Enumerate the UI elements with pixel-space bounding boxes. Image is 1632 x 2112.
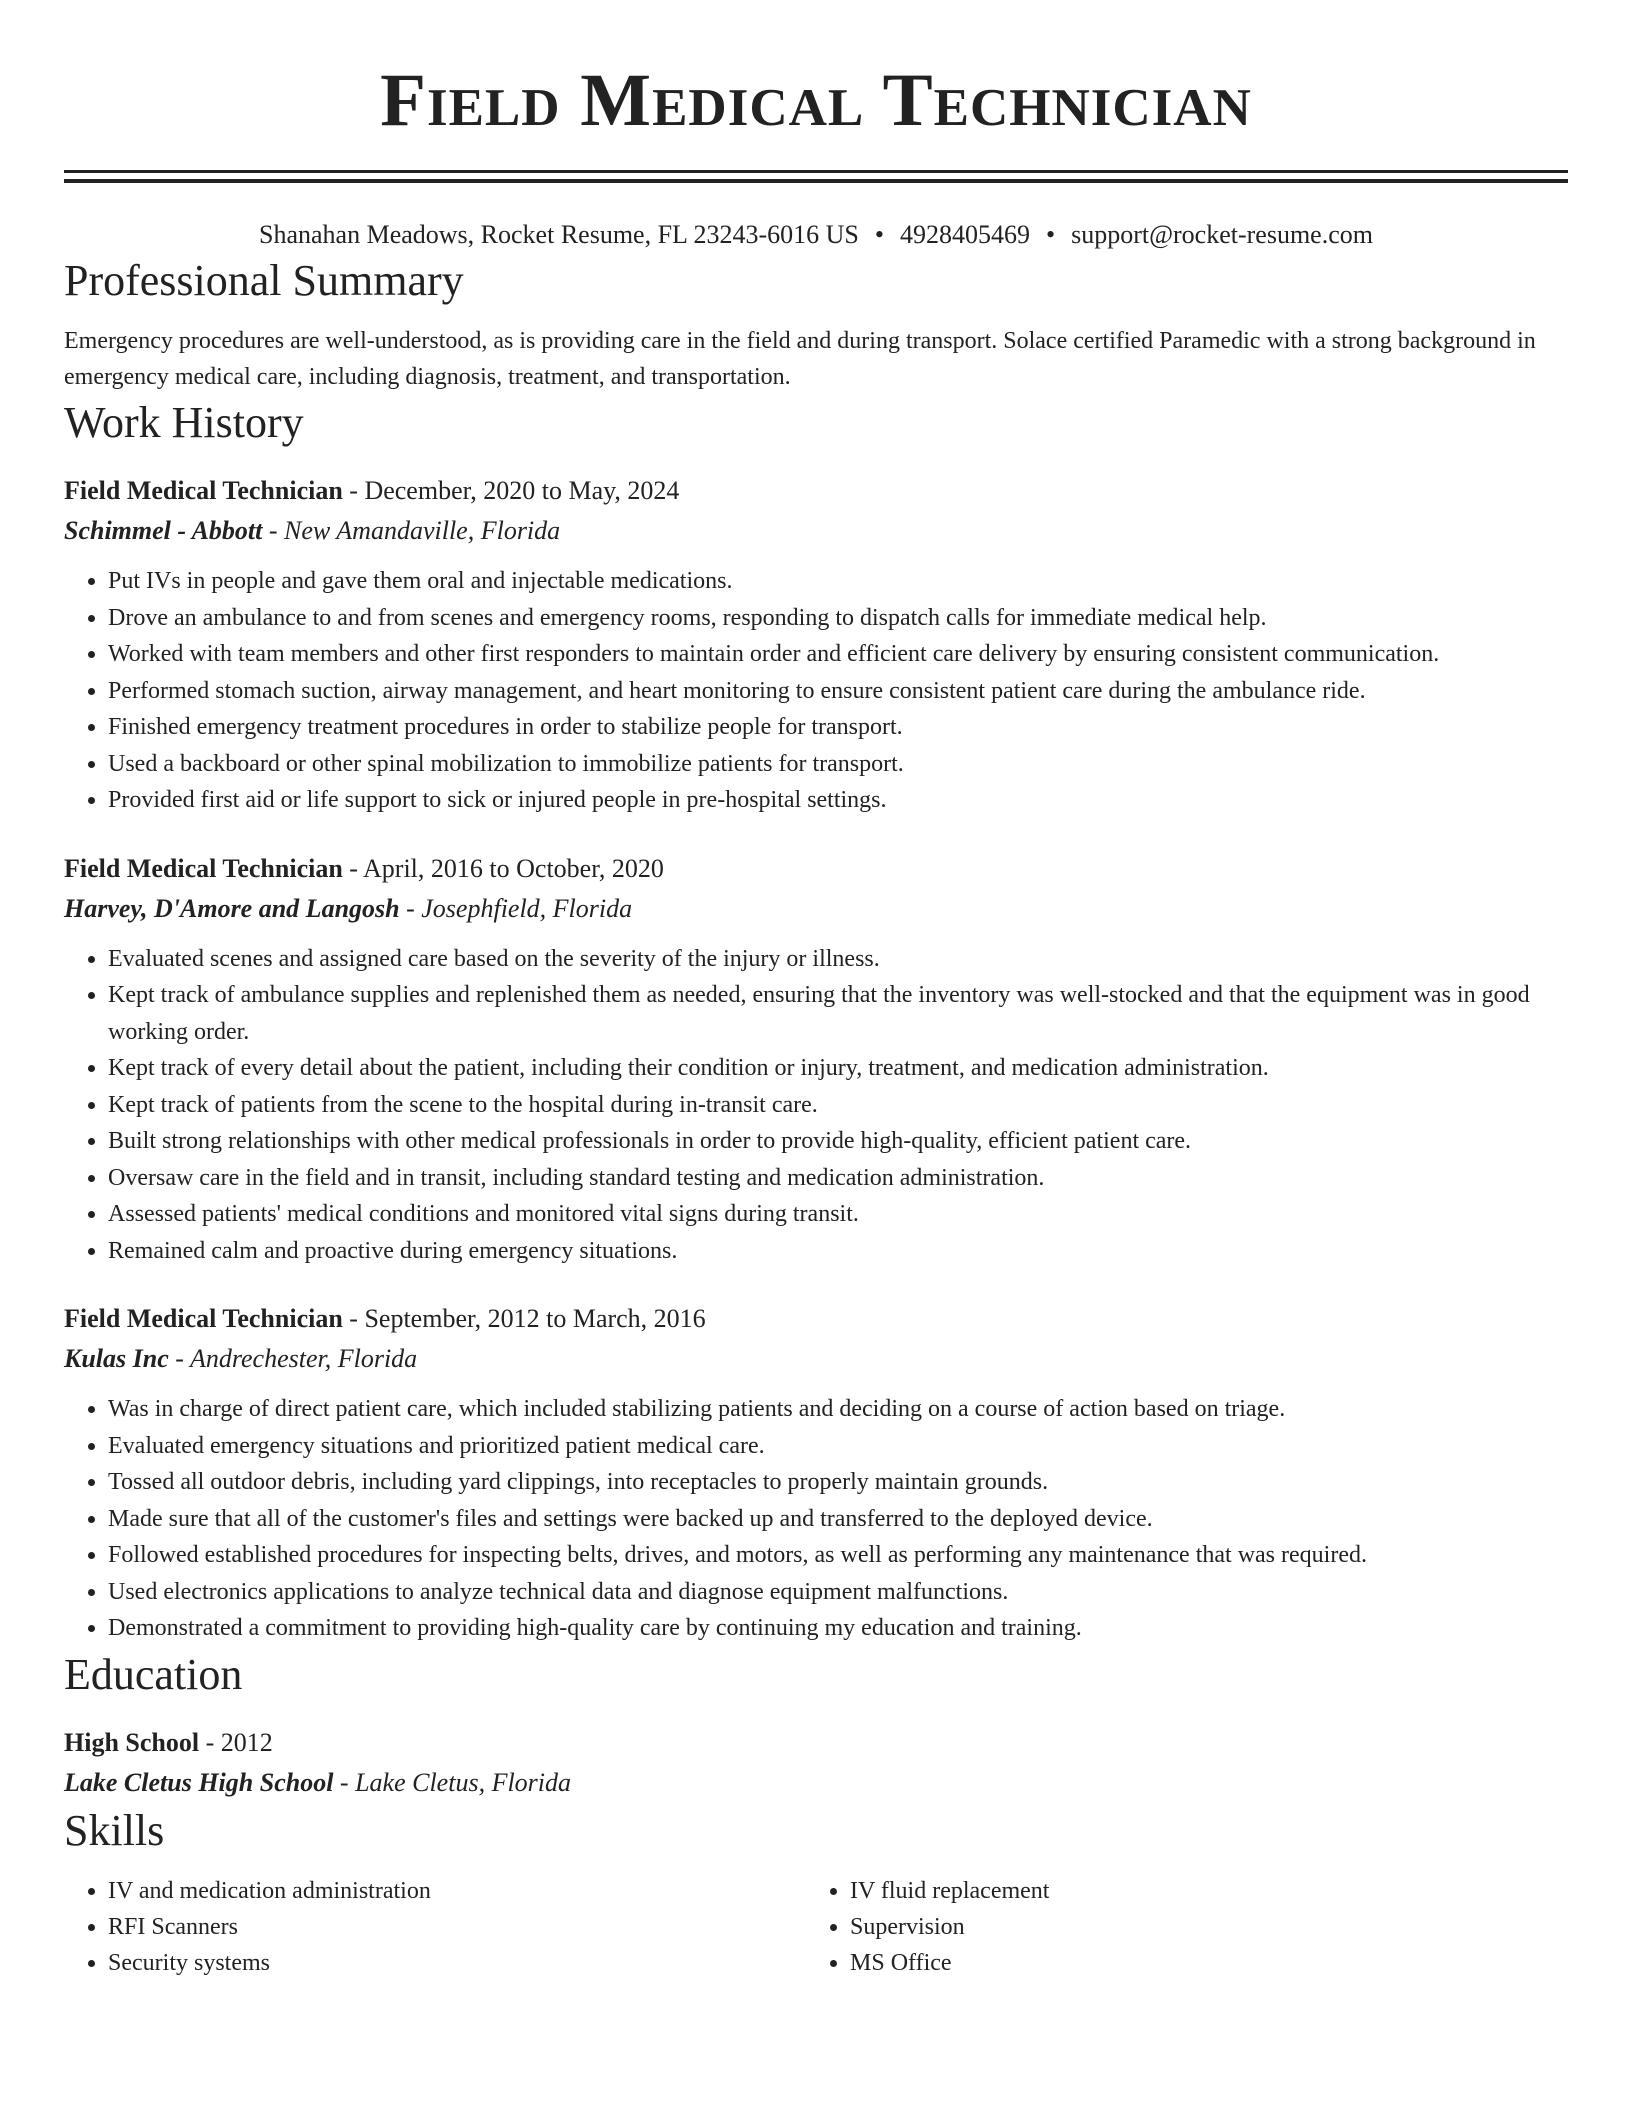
job-duty: • Oversaw care in the field and in transit, including standard testing and medication administration.: [108, 1160, 1568, 1197]
job-duty: • Put IVs in people and gave them oral and injectable medications.: [108, 563, 1568, 600]
job-duty: • Evaluated scenes and assigned care based on the severity of the injury or illness.: [108, 941, 1568, 978]
job-location: - Josephfield, Florida: [406, 893, 633, 923]
work-history-heading: Work History: [64, 398, 304, 447]
job-duty: • Provided first aid or life support to sick or injured people in pre-hospital settings.: [108, 782, 1568, 819]
education-heading: Education: [64, 1649, 243, 1699]
job-duty: • Remained calm and proactive during emergency situations.: [108, 1233, 1568, 1270]
job-title: Field Medical Technician: [64, 476, 343, 505]
job-duty: • Evaluated emergency situations and prioritized patient medical care.: [108, 1428, 1568, 1465]
job-duty: • Followed established procedures for inspecting belts, drives, and motors, as well as performing any maintenance that was required.: [108, 1537, 1568, 1574]
job-duty: • Kept track of patients from the scene to the hospital during in-transit care.: [108, 1087, 1568, 1124]
job-duty: • Kept track of ambulance supplies and replenished them as needed, ensuring that the inventory was well-stocked and that the equipment was in good working order.: [108, 977, 1568, 1050]
skill-item: • Supervision: [850, 1909, 1548, 1945]
job-duty: • Assessed patients' medical conditions and monitored vital signs during transit.: [108, 1196, 1568, 1233]
contact-address: Shanahan Meadows, Rocket Resume, FL 23243-6016 US: [259, 220, 859, 249]
education-degree: High School: [64, 1727, 200, 1757]
skills-heading: Skills: [64, 1805, 165, 1855]
job-title: Field Medical Technician: [64, 1304, 343, 1333]
job-title-line: [64, 849, 1568, 889]
job-duty: • Demonstrated a commitment to providing high-quality care by continuing my education and training.: [108, 1610, 1568, 1647]
skill-item: • Security systems: [108, 1945, 806, 1981]
job-entry: [64, 471, 1568, 819]
job-location: - New Amandaville, Florida: [268, 516, 561, 545]
contact-separator: •: [1045, 220, 1056, 249]
skills-column-left: [64, 1873, 806, 1981]
education-year: - 2012: [205, 1727, 273, 1757]
skill-item: • IV and medication administration: [108, 1873, 806, 1909]
job-location: - Andrechester, Florida: [175, 1344, 418, 1373]
education-location: - Lake Cletus, Florida: [339, 1767, 572, 1797]
resume-title: Field Medical Technician: [380, 59, 1252, 142]
job-dates: - December, 2020 to May, 2024: [349, 476, 680, 505]
education-school-line: [64, 1763, 1568, 1803]
skills-grid: [64, 1873, 1568, 1981]
job-duty: • Worked with team members and other first responders to maintain order and efficient care delivery by ensuring consistent communication.: [108, 636, 1568, 673]
job-entry: [64, 849, 1568, 1270]
job-duties-list: [64, 941, 1568, 1270]
job-title-line: [64, 471, 1568, 511]
job-company: Kulas Inc: [64, 1344, 169, 1373]
contact-line: [64, 217, 1568, 253]
education-degree-line: [64, 1723, 1568, 1763]
job-title-line: [64, 1299, 1568, 1339]
job-company-line: [64, 889, 1568, 929]
job-duty: • Tossed all outdoor debris, including yard clippings, into receptacles to properly maintain grounds.: [108, 1464, 1568, 1501]
contact-phone: 4928405469: [899, 220, 1030, 249]
job-duty: • Made sure that all of the customer's files and settings were backed up and transferred to the deployed device.: [108, 1501, 1568, 1538]
education-entry: [64, 1723, 1568, 1803]
job-dates: - April, 2016 to October, 2020: [349, 853, 664, 883]
job-duty: • Built strong relationships with other medical professionals in order to provide high-quality, efficient patient care.: [108, 1123, 1568, 1160]
skills-column-right: [806, 1873, 1548, 1981]
job-duty: • Performed stomach suction, airway management, and heart monitoring to ensure consistent patient care during the ambulance ride.: [108, 673, 1568, 710]
summary-text: Emergency procedures are well-understood, as is providing care in the field and during transport. Solace certified Paramedic with a strong background in emergency medical care, including diagnosis, treatment, and transportation.: [64, 328, 1536, 390]
skill-item: • RFI Scanners: [108, 1909, 806, 1945]
contact-separator: •: [874, 220, 884, 249]
job-duty: • Finished emergency treatment procedures in order to stabilize people for transport.: [108, 709, 1568, 746]
title-double-rule: [64, 170, 1568, 183]
job-dates: - September, 2012 to March, 2016: [349, 1304, 706, 1333]
job-duty: • Used electronics applications to analyze technical data and diagnose equipment malfunctions.: [108, 1574, 1568, 1611]
job-duties-list: [64, 1391, 1568, 1647]
job-duty: • Kept track of every detail about the patient, including their condition or injury, treatment, and medication administration.: [108, 1050, 1568, 1087]
job-company: Schimmel - Abbott: [64, 516, 263, 545]
job-company: Harvey, D'Amore and Langosh: [64, 893, 400, 923]
job-duty: • Was in charge of direct patient care, which included stabilizing patients and deciding on a course of action based on triage.: [108, 1391, 1568, 1428]
job-title: Field Medical Technician: [64, 853, 343, 883]
job-duty: • Drove an ambulance to and from scenes and emergency rooms, responding to dispatch calls for immediate medical help.: [108, 600, 1568, 637]
job-entry: [64, 1299, 1568, 1647]
skill-item: • MS Office: [850, 1945, 1548, 1981]
job-company-line: [64, 511, 1568, 551]
skill-item: • IV fluid replacement: [850, 1873, 1548, 1909]
contact-email: support@rocket-resume.com: [1071, 220, 1373, 249]
job-duties-list: [64, 563, 1568, 819]
job-company-line: [64, 1339, 1568, 1379]
summary-heading: Professional Summary: [64, 256, 464, 305]
job-duty: • Used a backboard or other spinal mobilization to immobilize patients for transport.: [108, 746, 1568, 783]
education-school: Lake Cletus High School: [64, 1767, 334, 1797]
